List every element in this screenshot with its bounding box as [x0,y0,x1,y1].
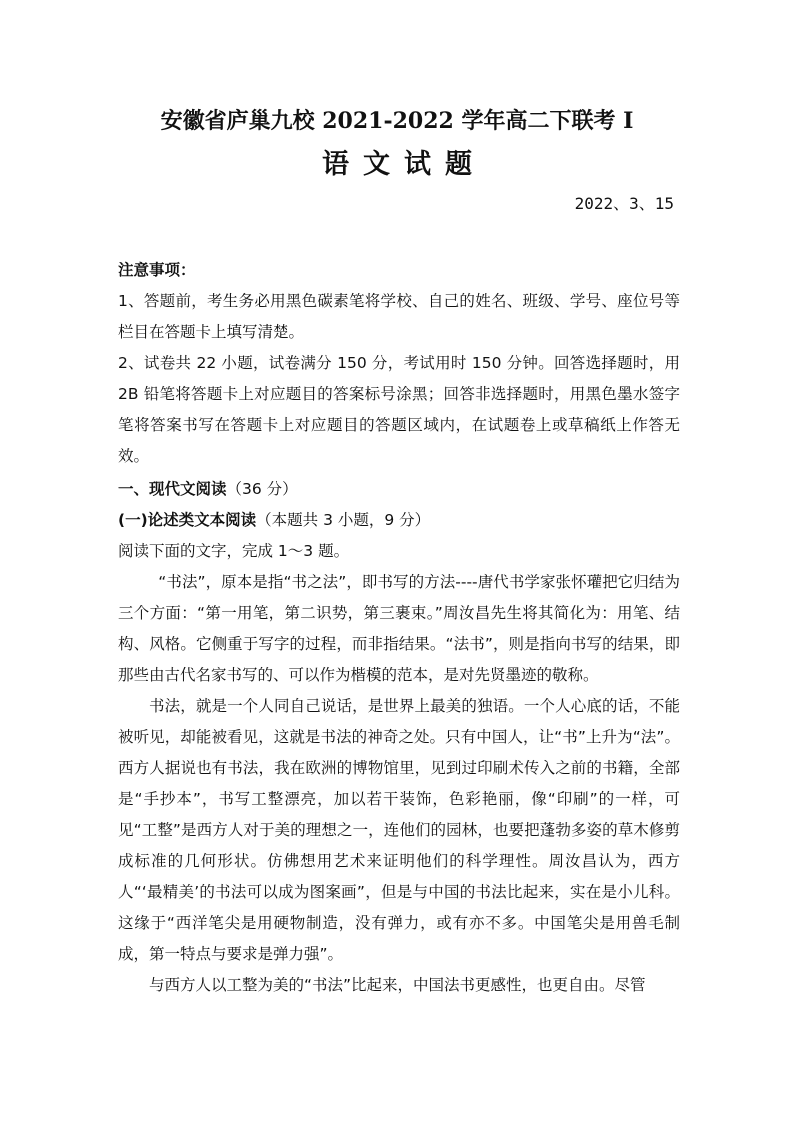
exam-date: 2022、3、15 [574,194,674,213]
notice-item-2: 2、试卷共 22 小题，试卷满分 150 分，考试用时 150 分钟。回答选择题时，用 2B 铅笔将答题卡上对应题目的答案标号涂黑；回答非选择题时，用黑色墨水签字笔将答案书写在答题卡上对应题目的答题区域内，在试题卷上或草稿纸上作答无效。 [118,354,680,465]
subsection-heading [118,505,680,536]
reading-instruction: 阅读下面的文字，完成 1～3 题。 [118,542,350,560]
section-title: 一、现代文阅读 [118,480,227,498]
notice-heading: 注意事项： [118,261,196,279]
section-heading [118,474,680,505]
subsection-title: (一)论述类文本阅读 [118,511,257,529]
passage-paragraph-2: 书法，就是一个人同自己说话，是世界上最美的独语。一个人心底的话，不能被听见，却能被看见，这就是书法的神奇之处。只有中国人，让“书”上升为“法”。西方人据说也有书法，我在欧洲的博物馆里，见到过印刷术传入之前的书籍，全部是“手抄本”，书写工整漂亮，加以若干装饰，色彩艳丽，像“印刷”的一样，可见“工整”是西方人对于美的理想之一，连他们的园林，也要把蓬勃多姿的草木修剪成标准的几何形状。仿佛想用艺术来证明他们的科学理性。周汝昌认为，西方人“‘最精美’的书法可以成为图案画”，但是与中国的书法比起来，实在是小儿科。这缘于“西洋笔尖是用硬物制造，没有弹力，或有亦不多。中国笔尖是用兽毛制成，第一特点与要求是弹力强”。 [118,697,680,963]
section-points: （36 分） [226,480,298,498]
subsection-points: （本题共 3 小题，9 分） [256,511,431,529]
passage-paragraph-3: 与西方人以工整为美的“书法”比起来，中国法书更感性，也更自由。尽管 [149,976,646,994]
notice-item-1: 1、答题前，考生务必用黑色碳素笔将学校、自己的姓名、班级、学号、座位号等栏目在答题卡上填写清楚。 [118,292,680,341]
exam-subtitle: 语文试题 [322,149,486,180]
exam-title: 安徽省庐巢九校 2021-2022 学年高二下联考 I [160,108,634,134]
passage-paragraph-1: “书法”，原本是指“书之法”，即书写的方法----唐代书学家张怀瓘把它归结为三个方面：“第一用笔，第二识势，第三裹束。”周汝昌先生将其简化为：用笔、结构、风格。它侧重于写字的过程，而非指结果。“法书”，则是指向书写的结果，即那些由古代名家书写的、可以作为楷模的范本，是对先贤墨迹的敬称。 [118,573,680,684]
exam-content [118,255,680,1001]
